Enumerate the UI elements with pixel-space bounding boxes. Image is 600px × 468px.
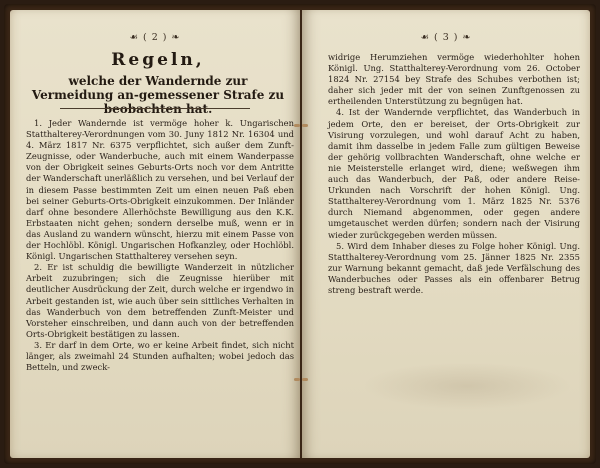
paragraph-1: 1. Jeder Wandernde ist vermöge hoher k. Ungarischen Statthalterey-Verordnungen vom 30. Juny 1812 Nr. 16304 und 4. März 1817 Nr. 6375 verpflichtet, sich außer dem Zunft-Zeugnisse, oder Wanderbuche, auch mit einem Wanderpasse von der Obrigkeit seines Geburts-Orts noch vor dem Antritte der Wanderschaft unerläßlich zu versehen, und bei Verlauf der in diesem Passe bestimmten Zeit um einen neuen Paß eben bei seiner Geburts-Orts-Obrigkeit einzukommen. Der Inländer darf ohne besondere Allerhöchste Bewilligung aus den K.K. Erbstaaten nicht gehen; sondern derselbe muß, wenn er in das Ausland zu wandern wünscht, hierzu mit einem Passe von der Hochlöbl. Königl. Ungarischen Hofkanzley, oder Hochlöbl. Königl. Ungarischen Statthalterey versehen seyn. xyxy=(26,118,294,262)
title-rule xyxy=(60,108,250,109)
page-title: Regeln, xyxy=(111,50,205,70)
paragraph-4: 4. Ist der Wandernde verpflichtet, das Wanderbuch in jedem Orte, den er bereiset, der Orts-Obrigkeit zur Visirung vorzulegen, und wohl darauf Acht zu haben, damit ihm dasselbe in jedem Falle zum gültigen Beweise der gehörig vollbrachten Wanderschaft, ohne welche er nie Meisterstelle erlanget wird, diene; weßwegen ihm auch das Wanderbuch, der Paß, oder andere Reise-Urkunden nach Vorschrift der hohen Königl. Ung. Statthalterey-Verordnung vom 1. März 1825 Nr. 5376 durch Niemand abgenommen, oder gegen andere umgetauschet werden dürfen; sondern nach der Visirung wieder zurückgegeben werden müssen. xyxy=(328,107,580,240)
right-body-text xyxy=(328,52,580,296)
page-subtitle: welche der Wandernde zur Vermeidung an-gemessener Strafe zu beobachten hat. xyxy=(31,74,285,116)
binding-stitch xyxy=(294,378,300,381)
binding-stitch xyxy=(294,124,300,127)
left-page xyxy=(10,10,300,458)
ink-bleed-through xyxy=(362,362,572,410)
paragraph-2: 2. Er ist schuldig die bewilligte Wanderzeit in nützlicher Arbeit zuzubringen; sich die Zeugnisse hierüber mit deutlicher Ausdrückung der Zeit, durch welche er irgendwo in Arbeit gestanden ist, wie auch über sein sittliches Verhalten in das Wanderbuch von dem betreffenden Zunft-Meister und Vorsteher einschreiben, und dann auch von der betreffenden Orts-Obrigkeit bestätigen zu lassen. xyxy=(26,262,294,339)
open-book xyxy=(4,4,596,464)
paragraph-3: 3. Er darf in dem Orte, wo er keine Arbeit findet, sich nicht länger, als zweimahl 24 Stunden aufhalten; wobei jedoch das Betteln, und zweck- xyxy=(26,339,294,373)
left-body-text xyxy=(26,118,294,373)
paragraph-continued: widrige Herumziehen vermöge wiederhohlter hohen Königl. Ung. Statthalterey-Verordnung vom 26. October 1824 Nr. 27154 bey Strafe des Schubes verbothen ist; daher sich jeder mit der von seinen Zunftgenossen zu ertheilenden Unterstützung zu begnügen hat. xyxy=(328,52,580,107)
faded-stamp-mark xyxy=(550,310,580,390)
paragraph-5: 5. Wird dem Inhaber dieses zu Folge hoher Königl. Ung. Statthalterey-Verordnung vom 25. Jänner 1825 Nr. 2355 zur Warnung bekannt gemacht, daß jede Verfälschung des Wanderbuches oder Passes als ein offenbarer Betrug streng bestraft werde. xyxy=(328,240,580,295)
binding-stitch xyxy=(302,378,308,381)
binding-stitch xyxy=(302,124,308,127)
page-number: ☙ ( 2 ) ❧ xyxy=(129,32,181,43)
right-page xyxy=(302,10,590,458)
page-number: ☙ ( 3 ) ❧ xyxy=(420,32,472,43)
